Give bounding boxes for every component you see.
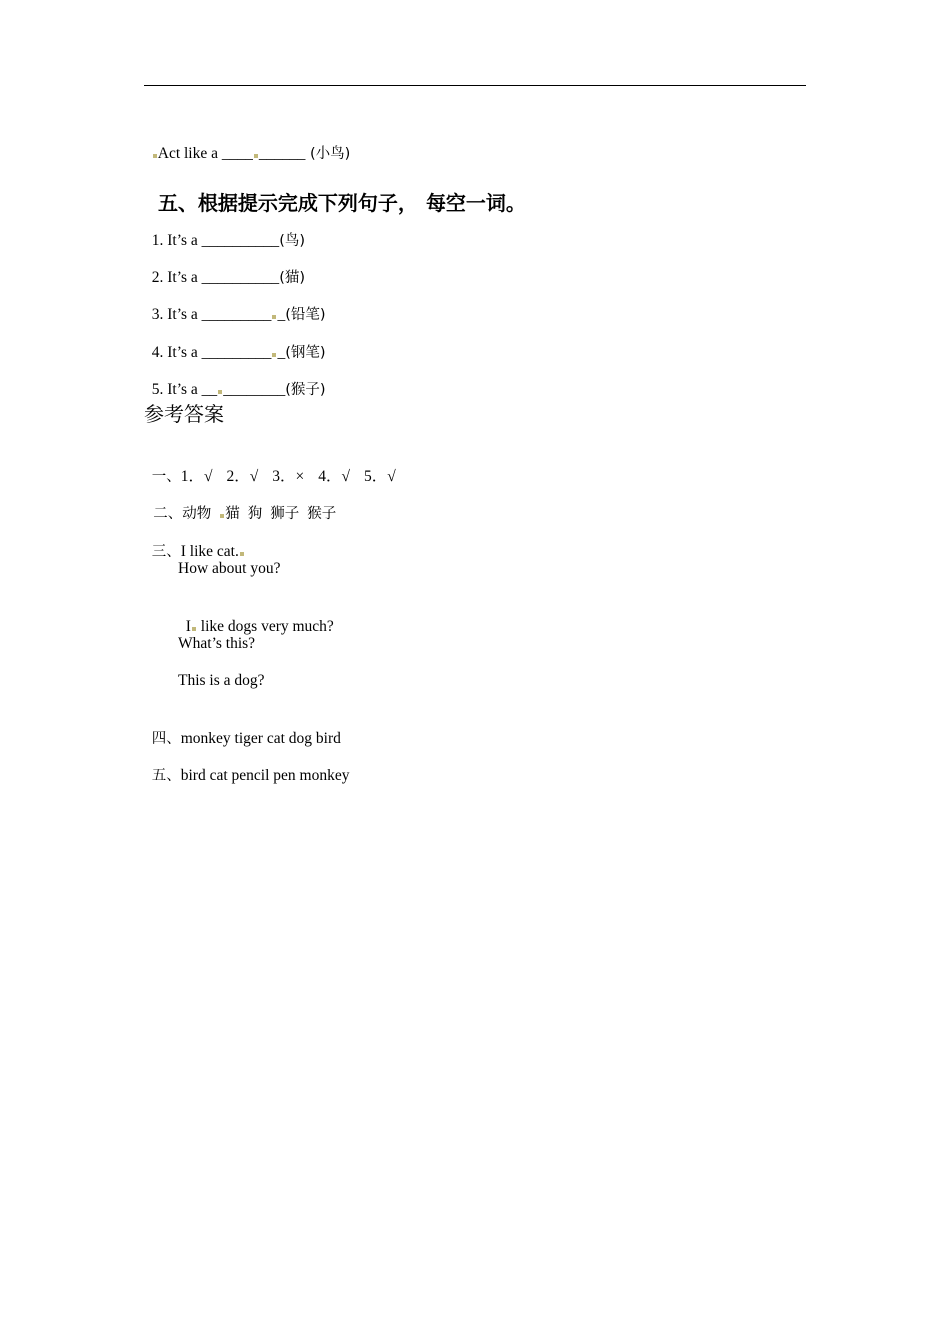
act-like-hint: (小鸟) — [305, 146, 351, 162]
header-rule — [144, 85, 806, 86]
answer-3-line: How about you? — [178, 560, 281, 577]
section5-item — [144, 323, 326, 363]
item-hint: (鸟) — [279, 233, 306, 249]
item-tail: _ — [277, 344, 286, 361]
item-text: 2. It’s a __________ — [151, 269, 280, 286]
item-hint: (猫) — [279, 270, 306, 286]
item-tail: ________ — [223, 381, 286, 398]
answers-heading: 参考答案 — [144, 402, 224, 426]
answer-label: 四、 — [151, 731, 181, 747]
item-tail: _ — [277, 306, 286, 323]
answer-5 — [144, 746, 349, 786]
answer-item: 2．√ — [226, 468, 259, 485]
section5-item — [144, 211, 305, 251]
edit-mark — [220, 514, 224, 518]
answer-word: 猫 — [225, 506, 240, 522]
edit-mark — [254, 154, 258, 158]
item-text: 5. It’s a __ — [151, 381, 218, 398]
act-like-blank-a: ____ — [221, 145, 253, 162]
answer-label: 三、 — [151, 544, 181, 560]
edit-mark — [272, 353, 276, 357]
edit-mark — [192, 627, 196, 631]
act-like-blank-b: ______ — [258, 145, 306, 162]
item-text: 3. It’s a _________ — [151, 306, 272, 323]
answer-item: 1．√ — [180, 468, 213, 485]
answer-1 — [144, 447, 396, 487]
answer-line: I — [185, 618, 191, 635]
section5-heading — [144, 164, 526, 216]
section5-heading-a: 五、根据提示完成下列句子， — [157, 191, 418, 215]
answer-2 — [144, 484, 336, 524]
edit-mark — [272, 315, 276, 319]
item-text: 4. It’s a _________ — [151, 344, 272, 361]
answer-3 — [144, 522, 245, 562]
item-hint: (铅笔) — [285, 307, 326, 323]
answer-word: 动物 — [182, 506, 212, 522]
section5-item — [144, 248, 305, 288]
answer-item: 4．√ — [318, 468, 351, 485]
item-hint: (钢笔) — [285, 345, 326, 361]
answer-line: like dogs very much? — [196, 618, 334, 635]
answer-label: 五、 — [151, 768, 181, 784]
answer-word: 狮子 — [270, 506, 300, 522]
section5-item — [144, 360, 326, 400]
section5-item — [144, 285, 326, 325]
answer-text: monkey tiger cat dog bird — [180, 730, 341, 747]
edit-mark — [240, 552, 244, 556]
section5-heading-b: 每空一词。 — [425, 191, 526, 215]
answer-text: bird cat pencil pen monkey — [180, 767, 350, 784]
edit-mark — [153, 154, 157, 158]
answer-label: 一、 — [151, 469, 181, 485]
item-text: 1. It’s a __________ — [151, 232, 280, 249]
answer-item: 3．× — [272, 468, 305, 485]
answer-3-line: What’s this? — [178, 635, 256, 652]
edit-mark — [218, 390, 222, 394]
answer-word: 猴子 — [307, 506, 337, 522]
answer-3-line: This is a dog? — [178, 672, 265, 689]
item-hint: (猴子) — [285, 382, 326, 398]
answer-line: I like cat. — [180, 543, 239, 560]
answer-3-line — [178, 597, 334, 637]
act-like-prefix: Act like a — [157, 145, 222, 162]
answer-label: 二、 — [153, 506, 183, 522]
answer-word: 狗 — [247, 506, 263, 522]
answer-4 — [144, 709, 341, 749]
act-like-line — [144, 124, 350, 164]
answer-item: 5．√ — [364, 468, 396, 485]
